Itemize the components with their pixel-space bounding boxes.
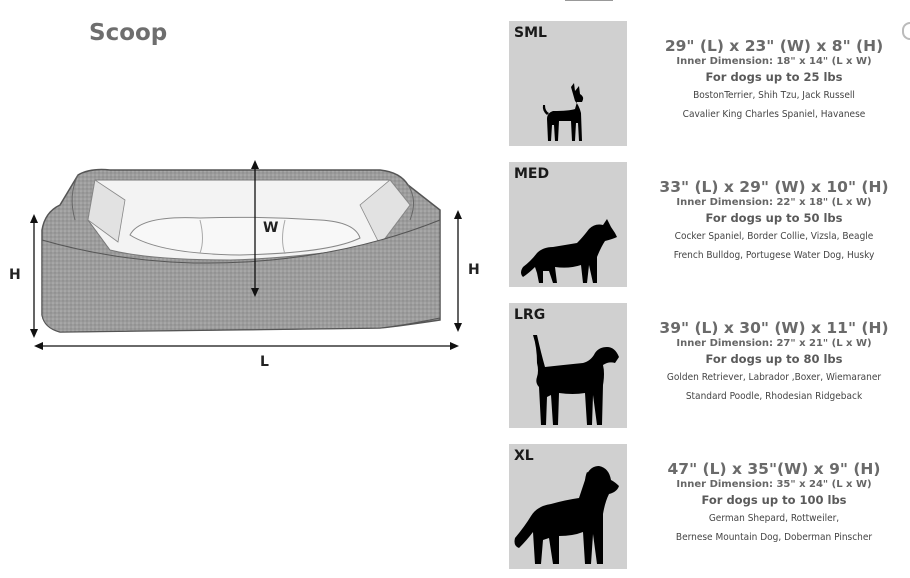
weight-limit: For dogs up to 100 lbs	[701, 493, 847, 507]
inner-dimensions: Inner Dimension: 22" x 18" (L x W)	[676, 197, 872, 208]
outer-dimensions: 29" (L) x 23" (W) x 8" (H)	[664, 37, 884, 55]
top-divider	[565, 0, 613, 1]
breeds-line-1: Golden Retriever, Labrador ,Boxer, Wiemaraner	[666, 372, 882, 383]
dog-bed-illustration	[0, 150, 480, 380]
small-terrier-silhouette-icon	[539, 83, 599, 143]
inner-dimensions: Inner Dimension: 18" x 14" (L x W)	[676, 56, 872, 67]
labrador-silhouette-icon	[523, 333, 621, 428]
inner-dimensions: Inner Dimension: 35" x 24" (L x W)	[676, 479, 872, 490]
breeds-line-1: BostonTerrier, Shih Tzu, Jack Russell	[693, 90, 855, 101]
size-row-xl	[509, 444, 909, 569]
weight-limit: For dogs up to 25 lbs	[705, 70, 843, 84]
outer-dimensions: 39" (L) x 30" (W) x 11" (H)	[659, 319, 889, 337]
length-label: L	[260, 354, 269, 370]
height-label-right: H	[468, 262, 480, 278]
size-row-sml	[509, 21, 909, 146]
breeds-line-2: Bernese Mountain Dog, Doberman Pinscher	[675, 532, 873, 543]
height-label-left: H	[9, 267, 21, 283]
outer-dimensions: 47" (L) x 35"(W) x 9" (H)	[667, 460, 881, 478]
size-info	[643, 444, 905, 547]
collie-silhouette-icon	[519, 217, 619, 285]
size-info	[643, 303, 905, 406]
inner-dimensions: Inner Dimension: 27" x 21" (L x W)	[676, 338, 872, 349]
outer-dimensions: 33" (L) x 29" (W) x 10" (H)	[659, 178, 889, 196]
product-title: Scoop	[89, 20, 168, 46]
weight-limit: For dogs up to 50 lbs	[705, 211, 843, 225]
size-info	[643, 21, 905, 124]
size-code: LRG	[514, 307, 546, 323]
breeds-line-2: Cavalier King Charles Spaniel, Havanese	[682, 109, 866, 120]
size-panel	[509, 162, 627, 287]
size-row-med	[509, 162, 909, 287]
size-panel	[509, 21, 627, 146]
size-panel	[509, 444, 627, 569]
width-label: W	[263, 220, 279, 236]
size-code: SML	[514, 25, 547, 41]
breeds-line-1: German Shepard, Rottweiler,	[708, 513, 840, 524]
size-code: MED	[514, 166, 550, 182]
size-code: XL	[514, 448, 534, 464]
size-panel	[509, 303, 627, 428]
size-row-lrg	[509, 303, 909, 428]
golden-retriever-silhouette-icon	[513, 464, 621, 568]
bed-dimension-diagram	[0, 150, 480, 380]
breeds-line-2: French Bulldog, Portugese Water Dog, Husky	[673, 250, 875, 261]
size-info	[643, 162, 905, 265]
weight-limit: For dogs up to 80 lbs	[705, 352, 843, 366]
breeds-line-1: Cocker Spaniel, Border Collie, Vizsla, Beagle	[674, 231, 874, 242]
breeds-line-2: Standard Poodle, Rhodesian Ridgeback	[685, 391, 863, 402]
